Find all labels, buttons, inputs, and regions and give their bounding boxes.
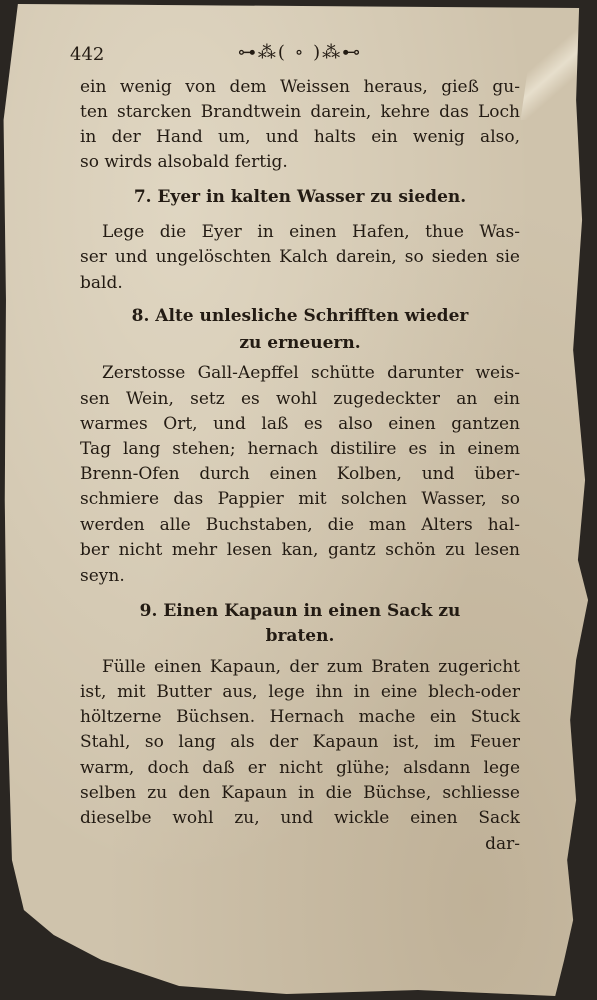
section-heading-9-cont: braten. xyxy=(265,626,335,646)
text-line: höltzerne Büchsen. Hernach mache ein Stuck xyxy=(80,707,520,727)
catchword: dar- xyxy=(485,834,520,854)
text-line: in der Hand um, und halts ein wenig also, xyxy=(80,127,520,147)
section-heading-7: 7. Eyer in kalten Wasser zu sieden. xyxy=(133,187,467,207)
text-line: bald. xyxy=(80,273,123,293)
text-line: ser und ungelöschten Kalch darein, so sieden sie xyxy=(80,247,520,267)
text-line: ist, mit Butter aus, lege ihn in eine blech-oder xyxy=(80,682,520,702)
running-head-ornament: ⊶⁂( ∘ )⁂⊷ xyxy=(237,42,363,63)
text-line: Fülle einen Kapaun, der zum Braten zugericht xyxy=(102,657,520,677)
text-line: so wirds alsobald fertig. xyxy=(80,152,288,172)
text-line: werden alle Buchstaben, die man Alters hal- xyxy=(80,515,520,535)
section-heading-8-cont: zu erneuern. xyxy=(239,333,361,353)
section-heading-9: 9. Einen Kapaun in einen Sack zu xyxy=(139,601,461,621)
text-line: Lege die Eyer in einen Hafen, thue Was- xyxy=(102,222,520,242)
text-line: seyn. xyxy=(80,566,125,586)
text-line: Zerstosse Gall-Aepffel schütte darunter weis- xyxy=(102,363,520,383)
text-line: ten starcken Brandtwein darein, kehre das Loch xyxy=(80,102,520,122)
text-line: Tag lang stehen; hernach distilire es in einem xyxy=(80,439,520,459)
text-line: sen Wein, setz es wohl zugedeckter an ein xyxy=(80,389,520,409)
text-line: warmes Ort, und laß es also einen gantzen xyxy=(80,414,520,434)
text-line: ein wenig von dem Weissen heraus, gieß gu- xyxy=(80,77,520,97)
text-line: dieselbe wohl zu, und wickle einen Sack xyxy=(80,808,520,828)
text-line: warm, doch daß er nicht glühe; alsdann lege xyxy=(80,758,520,778)
text-line: Brenn-Ofen durch einen Kolben, und über- xyxy=(80,464,520,484)
section-heading-8: 8. Alte unlesliche Schrifften wieder xyxy=(131,306,469,326)
page-number: 442 xyxy=(70,44,105,65)
text-line: schmiere das Pappier mit solchen Wasser, so xyxy=(80,489,520,509)
text-line: selben zu den Kapaun in die Büchse, schliesse xyxy=(80,783,520,803)
corner-crease xyxy=(521,0,597,120)
text-line: Stahl, so lang als der Kapaun ist, im Feuer xyxy=(80,732,520,752)
text-line: ber nicht mehr lesen kan, gantz schön zu lesen xyxy=(80,540,520,560)
